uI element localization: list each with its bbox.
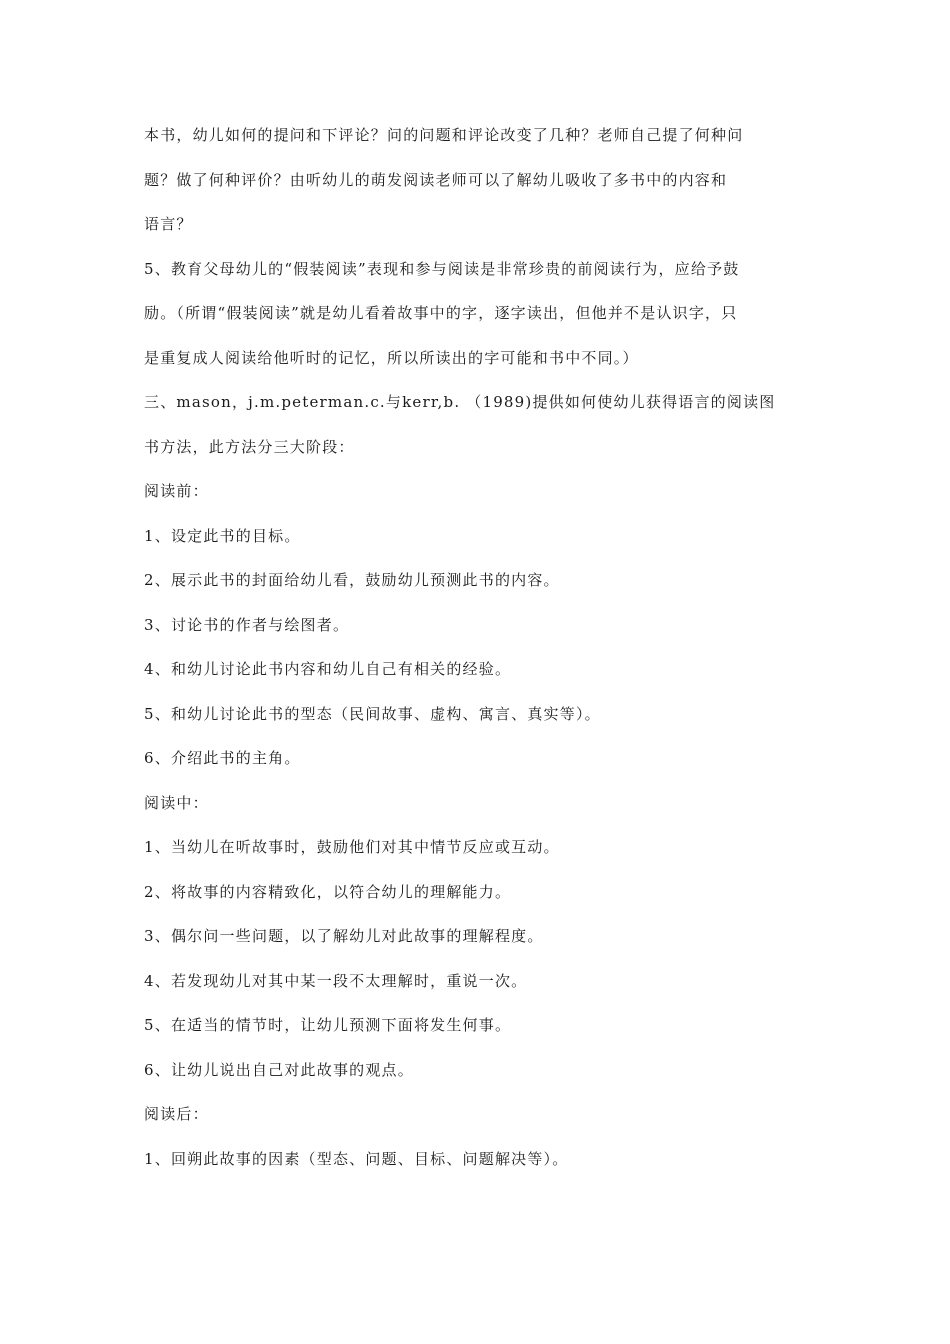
document-body	[144, 120, 816, 1188]
list-item: 3、偶尔问一些问题，以了解幼儿对此故事的理解程度。	[144, 927, 544, 945]
text-line: 题？做了何种评价？由听幼儿的萌发阅读老师可以了解幼儿吸收了多书中的内容和	[144, 170, 728, 189]
list-item: 2、将故事的内容精致化，以符合幼儿的理解能力。	[144, 882, 512, 901]
list-item: 6、让幼儿说出自己对此故事的观点。	[144, 1060, 414, 1079]
text-line: 三、mason，j.m.peterman.c.与kerr,b. （1989)提供如何使幼儿获得语言的阅读图	[144, 393, 776, 411]
list-item: 5、在适当的情节时，让幼儿预测下面将发生何事。	[144, 1016, 512, 1034]
text-line: 本书，幼儿如何的提问和下评论？问的问题和评论改变了几种？老师自己提了何种问	[144, 126, 744, 144]
list-item: 2、展示此书的封面给幼儿看，鼓励幼儿预测此书的内容。	[144, 571, 560, 589]
text-line: 励。（所谓“假装阅读”就是幼儿看着故事中的字，逐字读出，但他并不是认识字，只	[144, 304, 738, 322]
list-item: 4、和幼儿讨论此书内容和幼儿自己有相关的经验。	[144, 660, 512, 678]
text-line: 是重复成人阅读给他听时的记忆，所以所读出的字可能和书中不同。）	[144, 348, 639, 367]
text-line: 语言？	[144, 215, 193, 233]
list-item: 5、和幼儿讨论此书的型态（民间故事、虚构、寓言、真实等）。	[144, 704, 601, 723]
section-heading: 阅读后：	[144, 1105, 209, 1123]
section-heading: 阅读中：	[144, 793, 209, 812]
list-item: 1、当幼儿在听故事时，鼓励他们对其中情节反应或互动。	[144, 838, 560, 856]
list-item: 1、回朔此故事的因素（型态、问题、目标、问题解决等）。	[144, 1149, 569, 1168]
list-item: 4、若发现幼儿对其中某一段不太理解时，重说一次。	[144, 971, 528, 990]
text-line: 书方法，此方法分三大阶段：	[144, 437, 355, 456]
section-heading: 阅读前：	[144, 482, 209, 500]
text-line: 5、教育父母幼儿的“假装阅读”表现和参与阅读是非常珍贵的前阅读行为，应给予鼓	[144, 259, 740, 278]
list-item: 1、设定此书的目标。	[144, 526, 301, 545]
list-item: 6、介绍此书的主角。	[144, 749, 301, 767]
list-item: 3、讨论书的作者与绘图者。	[144, 615, 350, 634]
